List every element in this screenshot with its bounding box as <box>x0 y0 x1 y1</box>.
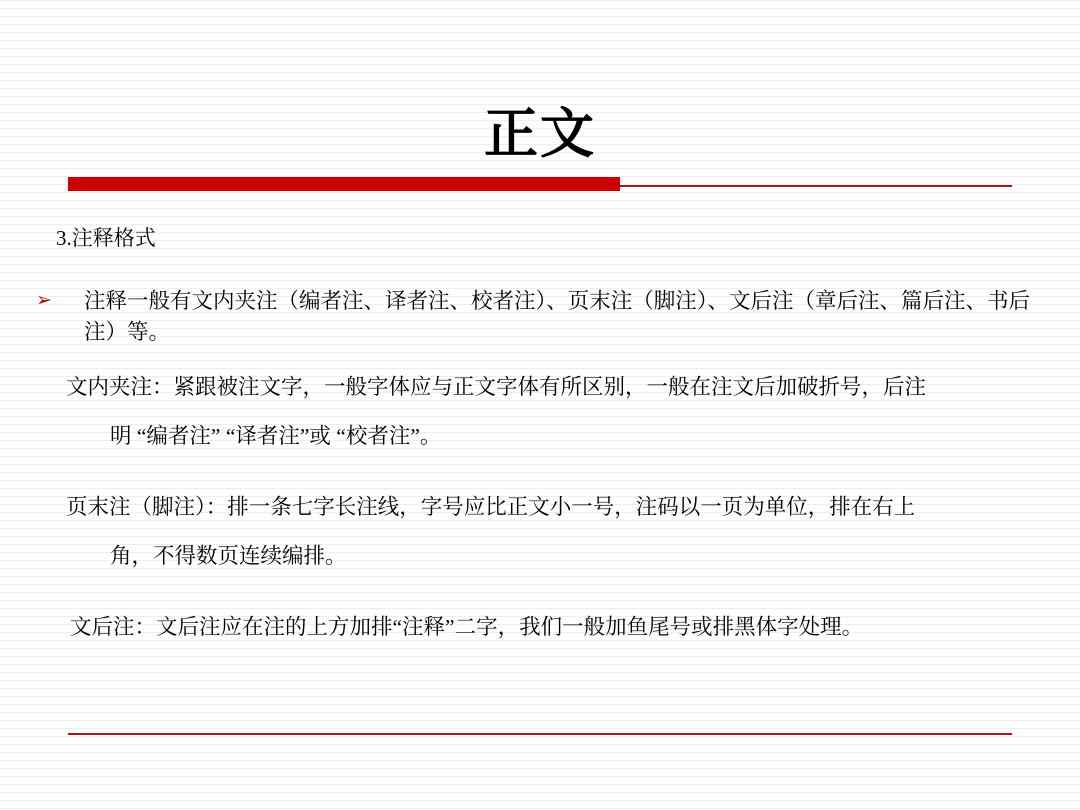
section-subheading: 3.注释格式 <box>56 226 156 250</box>
page-title: 正文 <box>484 101 596 165</box>
paragraph-line: 页末注（脚注）：排一条七字长注线，字号应比正文小一号，注码以一页为单位，排在右上 <box>66 495 916 519</box>
paragraph-endnote <box>70 612 1030 643</box>
title-divider-thick <box>68 177 620 191</box>
bullet-item-text: 注释一般有文内夹注（编者注、译者注、校者注）、页末注（脚注）、文后注（章后注、篇后注、书后注）等。 <box>84 289 1031 344</box>
footer-divider <box>68 733 1012 735</box>
bullet-arrow-icon: ➢ <box>36 290 52 311</box>
paragraph-footnote <box>66 492 1026 571</box>
paragraph-line: 文后注：文后注应在注的上方加排“注释”二字，我们一般加鱼尾号或排黑体字处理。 <box>70 615 864 639</box>
paragraph-line: 文内夹注：紧跟被注文字，一般字体应与正文字体有所区别，一般在注文后加破折号，后注 <box>66 375 927 399</box>
paragraph-line-continued: 角，不得数页连续编排。 <box>110 543 347 568</box>
paragraph-line-continued: 明 “编者注” “译者注”或 “校者注”。 <box>110 423 442 448</box>
bullet-item <box>36 286 1036 348</box>
paragraph-inline-note <box>66 372 1026 451</box>
